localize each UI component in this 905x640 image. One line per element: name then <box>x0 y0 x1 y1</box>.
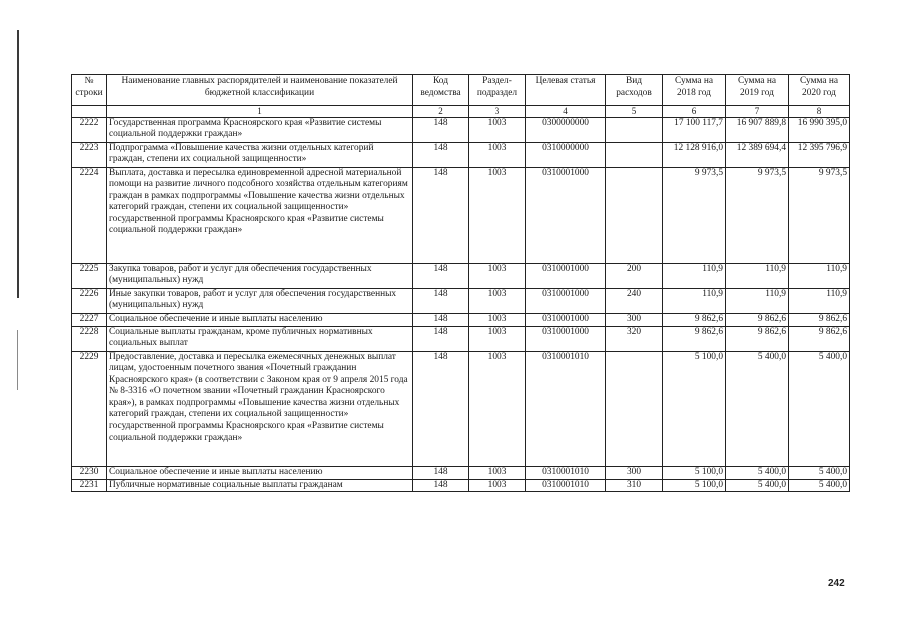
row-target-item: 0310001010 <box>526 466 606 479</box>
row-number: 2228 <box>72 326 107 351</box>
row-dept-code: 148 <box>413 326 469 351</box>
row-expense-type <box>606 351 663 466</box>
row-name: Социальное обеспечение и иные выплаты населению <box>107 466 413 479</box>
row-name: Социальное обеспечение и иные выплаты населению <box>107 313 413 326</box>
col-header-dept-code: Код ведомства <box>413 75 469 106</box>
row-target-item: 0310001000 <box>526 263 606 288</box>
col-header-row-number: № строки <box>72 75 107 106</box>
row-section: 1003 <box>469 351 526 466</box>
table-row <box>72 288 850 313</box>
column-number: 4 <box>526 106 606 118</box>
row-sum-2018: 9 973,5 <box>663 167 726 263</box>
column-number: 6 <box>663 106 726 118</box>
row-target-item: 0310000000 <box>526 142 606 167</box>
row-section: 1003 <box>469 117 526 142</box>
row-number: 2225 <box>72 263 107 288</box>
col-header-sum-2020: Сумма на 2020 год <box>789 75 850 106</box>
row-name: Государственная программа Красноярского края «Развитие системы социальной поддержки граждан» <box>107 117 413 142</box>
row-sum-2019: 9 973,5 <box>726 167 789 263</box>
row-sum-2019: 110,9 <box>726 288 789 313</box>
row-number: 2222 <box>72 117 107 142</box>
row-section: 1003 <box>469 288 526 313</box>
row-expense-type: 200 <box>606 263 663 288</box>
row-expense-type: 300 <box>606 313 663 326</box>
row-sum-2019: 9 862,6 <box>726 313 789 326</box>
row-sum-2018: 5 100,0 <box>663 351 726 466</box>
row-sum-2020: 12 395 796,9 <box>789 142 850 167</box>
row-sum-2018: 12 128 916,0 <box>663 142 726 167</box>
row-expense-type <box>606 142 663 167</box>
row-section: 1003 <box>469 466 526 479</box>
col-header-section: Раздел-подраздел <box>469 75 526 106</box>
row-dept-code: 148 <box>413 466 469 479</box>
row-name: Социальные выплаты гражданам, кроме публичных нормативных социальных выплат <box>107 326 413 351</box>
row-sum-2019: 5 400,0 <box>726 466 789 479</box>
row-sum-2020: 9 973,5 <box>789 167 850 263</box>
table-row <box>72 313 850 326</box>
row-sum-2018: 17 100 117,7 <box>663 117 726 142</box>
col-header-name: Наименование главных распорядителей и наименование показателей бюджетной классификации <box>107 75 413 106</box>
row-dept-code: 148 <box>413 142 469 167</box>
row-sum-2020: 110,9 <box>789 263 850 288</box>
budget-table <box>71 74 850 492</box>
row-dept-code: 148 <box>413 167 469 263</box>
row-sum-2018: 9 862,6 <box>663 313 726 326</box>
row-expense-type: 300 <box>606 466 663 479</box>
table-row <box>72 479 850 492</box>
row-section: 1003 <box>469 167 526 263</box>
header-row <box>72 75 850 106</box>
row-target-item: 0310001010 <box>526 479 606 492</box>
table-row <box>72 167 850 263</box>
row-number: 2226 <box>72 288 107 313</box>
row-sum-2018: 9 862,6 <box>663 326 726 351</box>
row-dept-code: 148 <box>413 479 469 492</box>
row-sum-2019: 12 389 694,4 <box>726 142 789 167</box>
row-expense-type <box>606 167 663 263</box>
row-sum-2018: 5 100,0 <box>663 466 726 479</box>
row-sum-2019: 9 862,6 <box>726 326 789 351</box>
table-row <box>72 263 850 288</box>
row-section: 1003 <box>469 326 526 351</box>
col-header-target-item: Целевая статья <box>526 75 606 106</box>
row-sum-2020: 5 400,0 <box>789 466 850 479</box>
binding-line <box>17 30 19 298</box>
table-row <box>72 351 850 466</box>
row-number: 2227 <box>72 313 107 326</box>
row-target-item: 0310001000 <box>526 313 606 326</box>
column-number <box>72 106 107 118</box>
row-target-item: 0300000000 <box>526 117 606 142</box>
row-target-item: 0310001010 <box>526 351 606 466</box>
column-number: 2 <box>413 106 469 118</box>
row-section: 1003 <box>469 479 526 492</box>
row-target-item: 0310001000 <box>526 288 606 313</box>
column-number-row <box>72 106 850 118</box>
column-number: 3 <box>469 106 526 118</box>
row-target-item: 0310001000 <box>526 167 606 263</box>
row-sum-2020: 110,9 <box>789 288 850 313</box>
row-number: 2223 <box>72 142 107 167</box>
column-number: 7 <box>726 106 789 118</box>
row-expense-type: 240 <box>606 288 663 313</box>
row-number: 2230 <box>72 466 107 479</box>
row-section: 1003 <box>469 263 526 288</box>
row-number: 2231 <box>72 479 107 492</box>
row-sum-2019: 16 907 889,8 <box>726 117 789 142</box>
row-name: Иные закупки товаров, работ и услуг для обеспечения государственных (муниципальных) нужд <box>107 288 413 313</box>
row-sum-2020: 5 400,0 <box>789 479 850 492</box>
row-sum-2019: 110,9 <box>726 263 789 288</box>
row-name: Подпрограмма «Повышение качества жизни отдельных категорий граждан, степени их социальной защищенности» <box>107 142 413 167</box>
row-sum-2018: 5 100,0 <box>663 479 726 492</box>
col-header-sum-2018: Сумма на 2018 год <box>663 75 726 106</box>
table-row <box>72 117 850 142</box>
row-sum-2020: 16 990 395,0 <box>789 117 850 142</box>
row-sum-2020: 9 862,6 <box>789 326 850 351</box>
page-number: 242 <box>828 578 845 589</box>
row-sum-2019: 5 400,0 <box>726 351 789 466</box>
column-number: 1 <box>107 106 413 118</box>
row-sum-2019: 5 400,0 <box>726 479 789 492</box>
table-row <box>72 466 850 479</box>
row-dept-code: 148 <box>413 117 469 142</box>
col-header-sum-2019: Сумма на 2019 год <box>726 75 789 106</box>
row-target-item: 0310001000 <box>526 326 606 351</box>
col-header-expense-type: Вид расходов <box>606 75 663 106</box>
row-sum-2018: 110,9 <box>663 288 726 313</box>
row-sum-2020: 9 862,6 <box>789 313 850 326</box>
column-number: 8 <box>789 106 850 118</box>
row-sum-2018: 110,9 <box>663 263 726 288</box>
row-name: Закупка товаров, работ и услуг для обеспечения государственных (муниципальных) нужд <box>107 263 413 288</box>
row-sum-2020: 5 400,0 <box>789 351 850 466</box>
row-dept-code: 148 <box>413 263 469 288</box>
row-section: 1003 <box>469 313 526 326</box>
row-name: Предоставление, доставка и пересылка ежемесячных денежных выплат лицам, удостоенным почетного звания «Почетный гражданин Красноярского края» (в соответствии с Законом края от 9 апреля 2015 года № 8-3316 «О почетном звании «Почетный гражданин Красноярского края»), в рамках подпрограммы «Повышение качества жизни отдельных категорий граждан, степени их социальной защищенности» государственной программы Красноярского края «Развитие системы социальной поддержки граждан» <box>107 351 413 466</box>
binding-line-faint <box>17 330 18 390</box>
row-dept-code: 148 <box>413 351 469 466</box>
row-dept-code: 148 <box>413 288 469 313</box>
row-number: 2229 <box>72 351 107 466</box>
row-expense-type: 310 <box>606 479 663 492</box>
row-number: 2224 <box>72 167 107 263</box>
column-number: 5 <box>606 106 663 118</box>
row-section: 1003 <box>469 142 526 167</box>
row-expense-type: 320 <box>606 326 663 351</box>
row-dept-code: 148 <box>413 313 469 326</box>
table-row <box>72 326 850 351</box>
table-row <box>72 142 850 167</box>
row-name: Публичные нормативные социальные выплаты гражданам <box>107 479 413 492</box>
row-name: Выплата, доставка и пересылка единовременной адресной материальной помощи на развитие личного подсобного хозяйства отдельным категориям граждан в рамках подпрограммы «Повышение качества жизни отдельных категорий граждан, степени их социальной защищенности» государственной программы Красноярского края «Развитие системы социальной поддержки граждан» <box>107 167 413 263</box>
row-expense-type <box>606 117 663 142</box>
